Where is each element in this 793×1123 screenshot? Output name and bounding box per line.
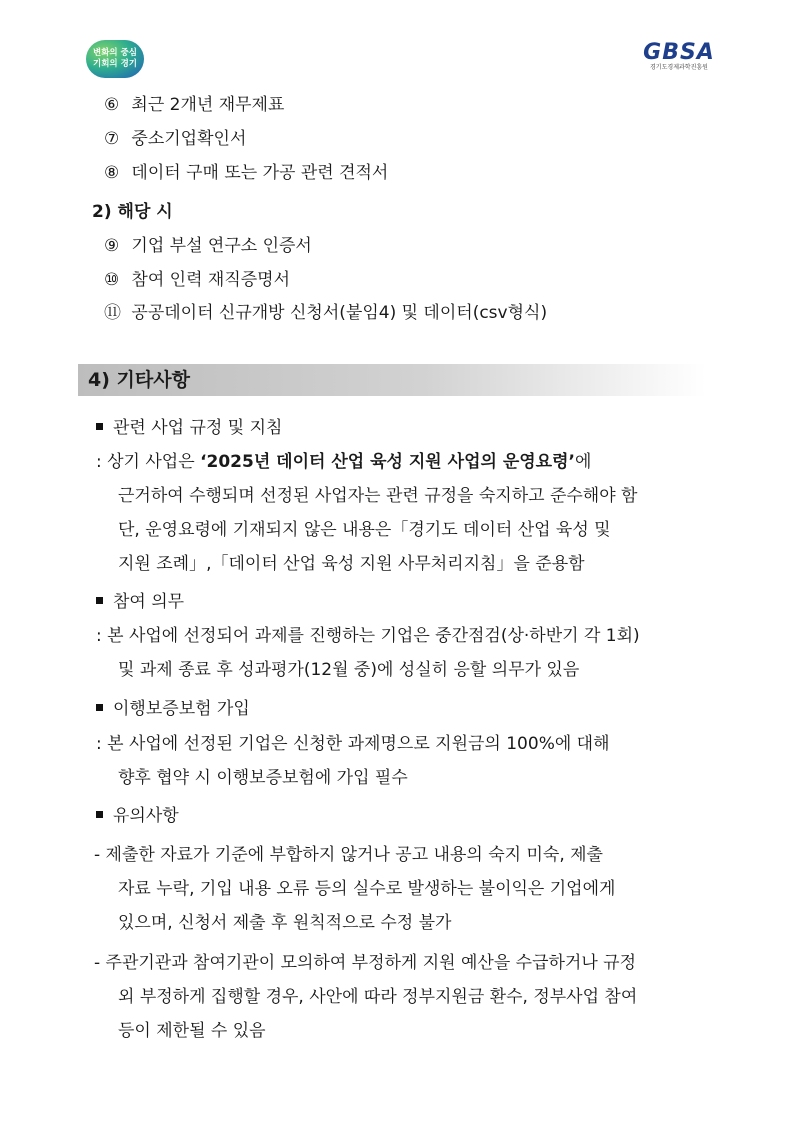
regulation-suffix: 에	[574, 452, 592, 472]
gbsa-logo	[634, 42, 724, 72]
doc-item-10	[104, 268, 290, 292]
regulation-line-4: 지원 조례」,「데이터 산업 육성 지원 사무처리지침」을 준용함	[118, 554, 585, 574]
logo-line-2: 기회의 경기	[92, 59, 137, 69]
caution-1-line-2: 자료 누락, 기입 내용 오류 등의 실수로 발생하는 불이익은 기업에게	[118, 879, 616, 899]
doc-item-number: ⑩	[104, 270, 120, 290]
caution-2-line-3: 등이 제한될 수 있음	[118, 1021, 266, 1041]
gbsa-logo-mark: GBSA	[643, 40, 715, 65]
duty-line-2: 및 과제 종료 후 성과평가(12월 중)에 성실히 응할 의무가 있음	[118, 660, 580, 680]
doc-item-6	[104, 93, 284, 117]
caution-2-line-2: 외 부정하게 집행할 경우, 사안에 따라 정부지원금 환수, 정부사업 참여	[118, 987, 638, 1007]
doc-item-text: 중소기업확인서	[131, 129, 247, 149]
regulation-title: ‘2025년 데이터 산업 육성 지원 사업의 운영요령’	[200, 452, 575, 472]
doc-item-7	[104, 127, 246, 151]
regulation-heading	[96, 416, 282, 440]
logo-line-1: 변화의 중심	[92, 48, 137, 58]
bullet-icon	[96, 597, 103, 604]
doc-item-number: ⑧	[104, 163, 120, 183]
caution-heading	[96, 804, 179, 828]
doc-item-text: 기업 부설 연구소 인증서	[131, 236, 312, 256]
insurance-line-1: : 본 사업에 선정된 기업은 신청한 과제명으로 지원금의 100%에 대해	[96, 734, 610, 754]
conditional-subheading: 2) 해당 시	[92, 202, 173, 222]
doc-item-text: 최근 2개년 재무제표	[131, 95, 285, 115]
bullet-icon	[96, 811, 103, 818]
doc-item-text: 참여 인력 재직증명서	[131, 270, 291, 290]
doc-item-text: 데이터 구매 또는 가공 관련 견적서	[131, 163, 389, 183]
bullet-icon	[96, 704, 103, 711]
caution-2-line-1: - 주관기관과 참여기관이 모의하여 부정하게 지원 예산을 수급하거나 규정	[94, 953, 637, 973]
caution-1-line-1: - 제출한 자료가 기준에 부합하지 않거나 공고 내용의 숙지 미숙, 제출	[94, 845, 603, 865]
duty-heading-text: 참여 의무	[113, 592, 185, 612]
doc-item-11	[104, 301, 547, 325]
gbsa-logo-subtitle: 경기도경제과학진흥원	[650, 64, 708, 71]
caution-heading-text: 유의사항	[113, 806, 179, 826]
duty-heading	[96, 590, 184, 614]
insurance-line-2: 향후 협약 시 이행보증보험에 가입 필수	[118, 768, 408, 788]
insurance-heading-text: 이행보증보험 가입	[113, 699, 250, 719]
regulation-line-3: 단, 운영요령에 기재되지 않은 내용은「경기도 데이터 산업 육성 및	[118, 520, 611, 540]
regulation-prefix: : 상기 사업은	[96, 452, 201, 472]
regulation-line-2: 근거하여 수행되며 선정된 사업자는 관련 규정을 숙지하고 준수해야 함	[118, 486, 638, 506]
bullet-icon	[96, 423, 103, 430]
section-title: 4) 기타사항	[88, 369, 190, 391]
regulation-line-1	[96, 450, 591, 474]
regulation-heading-text: 관련 사업 규정 및 지침	[113, 418, 283, 438]
doc-item-number: ⑥	[104, 95, 120, 115]
doc-item-9	[104, 234, 312, 258]
insurance-heading	[96, 697, 250, 721]
caution-1-line-3: 있으며, 신청서 제출 후 원칙적으로 수정 불가	[118, 913, 452, 933]
doc-item-number: ⑨	[104, 236, 120, 256]
gyeonggi-slogan-logo	[86, 40, 144, 78]
duty-line-1: : 본 사업에 선정되어 과제를 진행하는 기업은 중간점검(상·하반기 각 1회)	[96, 626, 640, 646]
doc-item-text: 공공데이터 신규개방 신청서(붙임4) 및 데이터(csv형식)	[131, 303, 548, 323]
doc-item-8	[104, 161, 388, 185]
doc-item-number: ⑪	[104, 303, 121, 323]
doc-item-number: ⑦	[104, 129, 120, 149]
